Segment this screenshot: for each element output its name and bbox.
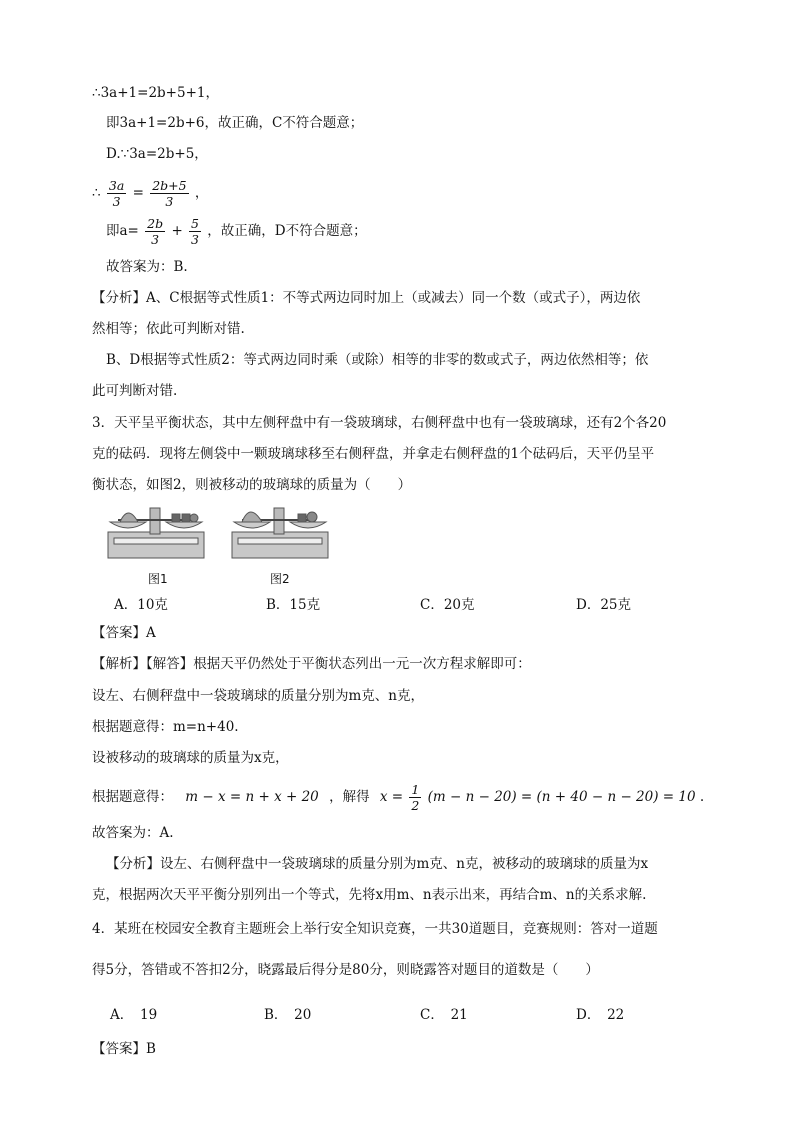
answer-label: 【答案】B [92,1041,156,1057]
answer-line: 故答案为：B. [106,259,188,275]
option-d: D． 22 [576,1007,625,1023]
solution-line: 根据题意得：m=n+40. [92,719,239,735]
fraction [145,216,165,247]
fraction-equation [92,176,208,210]
equals-sign: = [132,185,144,201]
analysis-line: 克，根据两次天平平衡分别列出一个等式，先将x用m、n表示出来，再结合m、n的关系求解. [92,887,647,903]
balance-figures [104,502,334,568]
option-c: C．20克 [420,597,475,613]
solution-line: D.∵3a=2b+5， [106,146,208,162]
fraction [107,178,126,209]
numerator: 1 [411,782,420,797]
equation: x = [379,789,404,805]
question-text: 得5分，答错或不答扣2分，晓露最后得分是80分，则晓露答对题目的道数是（ ） [92,962,599,978]
text: 即a= [106,223,139,239]
balance-scale-figure-1 [108,508,204,558]
denominator: 3 [165,194,174,209]
balance-scale-figure-2 [232,508,328,558]
question-text: 克的砝码．现将左侧袋中一颗玻璃球移至右侧秤盘，并拿走右侧秤盘的1个砝码后，天平仍呈平 [92,446,655,462]
option-a: A．10克 [114,597,168,613]
fraction [409,782,421,813]
numerator: 2b [147,216,164,231]
balance-scale-illustration [104,502,334,564]
solution-line: 设左、右侧秤盘中一袋玻璃球的质量分别为m克、n克， [92,688,424,704]
text: ，解得 [329,789,370,805]
question-text: 4．某班在校园安全教育主题班会上举行安全知识竞赛，一共30道题目，竞赛规则：答对一道题 [92,921,658,937]
solution-line: 设被移动的玻璃球的质量为x克， [92,750,289,766]
question-text: 3．天平呈平衡状态，其中左侧秤盘中有一袋玻璃球，右侧秤盘中也有一袋玻璃球，还有2个各20 [92,415,667,431]
option-b: B．15克 [266,597,321,613]
solution-line: ∴3a+1=2b+5+1， [92,85,219,101]
analysis-line: 然相等；依此可判断对错. [92,321,245,337]
answer-line: 故答案为：A. [92,825,174,841]
fraction [189,216,201,247]
q4-options [0,1003,794,1023]
plus-sign: + [171,223,183,239]
denominator: 3 [191,232,199,247]
fraction [150,178,188,209]
fraction-equation [106,214,367,248]
option-b: B． 20 [264,1007,312,1023]
equation: m − x = n + x + 20 [185,789,319,805]
numerator: 5 [191,216,199,231]
analysis-line: 【分析】设左、右侧秤盘中一袋玻璃球的质量分别为m克、n克，被移动的玻璃球的质量为x [106,856,649,872]
text: 根据题意得： [92,789,173,805]
numerator: 3a [108,178,125,193]
punctuation: . [699,789,705,805]
punctuation: ， [194,185,209,201]
denominator: 2 [411,798,420,813]
q3-options [0,593,794,613]
analysis-line: B、D根据等式性质2：等式两边同时乘（或除）相等的非零的数或式子，两边依然相等；依 [106,352,649,368]
option-d: D．25克 [576,597,632,613]
analysis-line: 此可判断对错. [92,383,178,399]
denominator: 3 [151,232,160,247]
question-text: 衡状态，如图2，则被移动的玻璃球的质量为（ ） [92,477,412,493]
solution-line: 【解析】【解答】根据天平仍然处于平衡状态列出一元一次方程求解即可： [92,656,531,672]
figure-caption-1: 图1 [148,572,168,586]
text: ，故正确，D不符合题意； [207,223,367,239]
figure-caption-2: 图2 [270,572,290,586]
numerator: 2b+5 [152,178,187,193]
analysis-line: 【分析】A、C根据等式性质1：不等式两边同时加上（或减去）同一个数（或式子），两边依 [92,290,641,306]
therefore-symbol: ∴ [92,185,101,201]
option-a: A． 19 [110,1007,158,1023]
denominator: 3 [112,194,121,209]
option-c: C． 21 [420,1007,468,1023]
equation: (m − n − 20) = (n + 40 − n − 20) = 10 [427,789,696,805]
answer-label: 【答案】A [92,625,156,641]
solution-equation [92,780,704,814]
solution-line: 即3a+1=2b+6，故正确，C不符合题意； [106,115,364,131]
